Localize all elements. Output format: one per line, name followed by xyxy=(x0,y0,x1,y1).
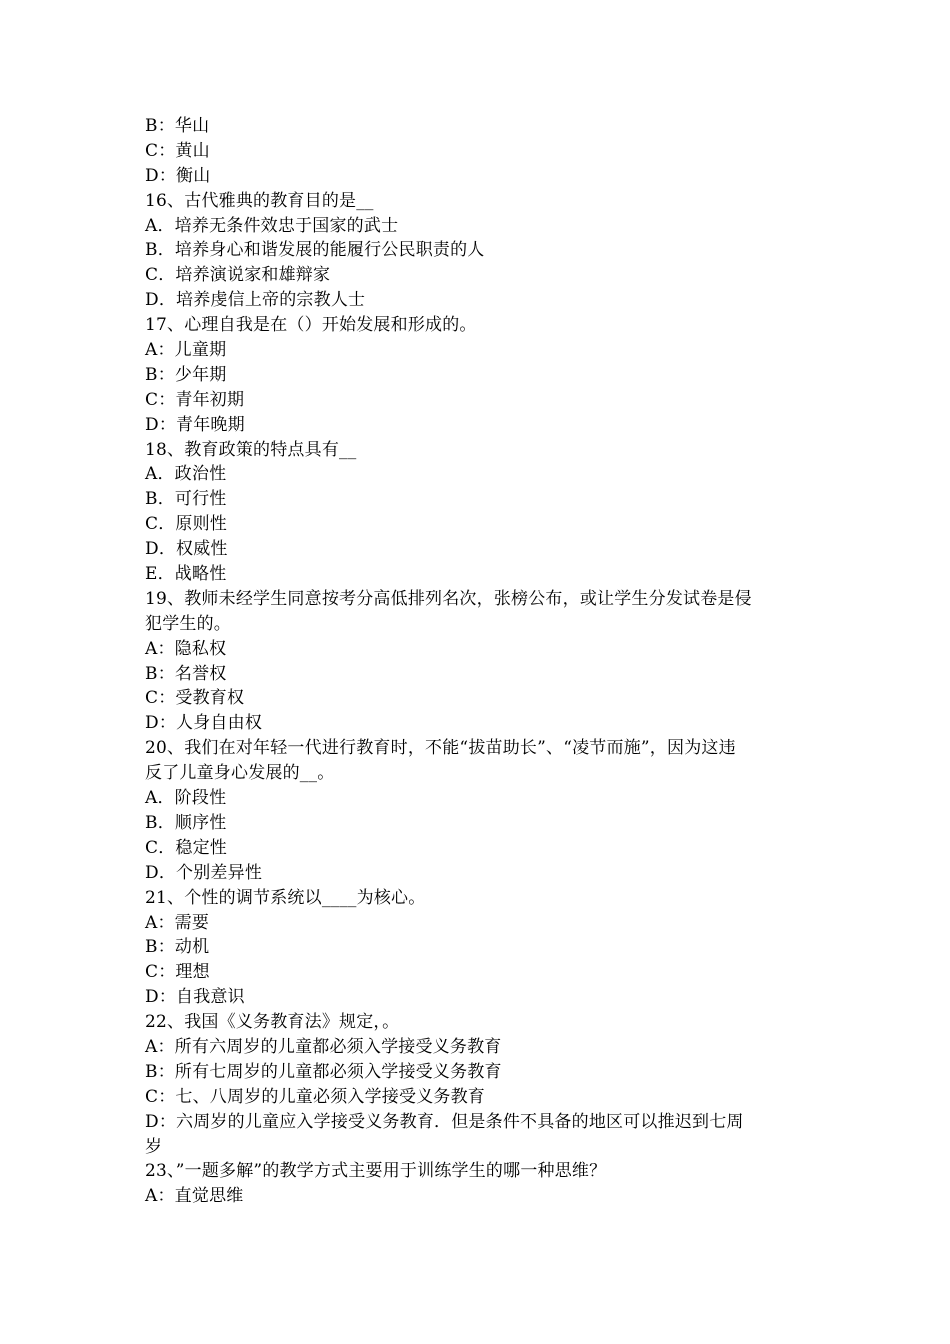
option-line: A：直觉思维 xyxy=(145,1186,244,1207)
option-line: D．培养虔信上帝的宗教人士 xyxy=(145,290,366,311)
option-line: A：所有六周岁的儿童都必须入学接受义务教育 xyxy=(145,1036,502,1057)
option-line: A．培养无条件效忠于国家的武士 xyxy=(145,215,399,236)
question-line: 20、我们在对年轻一代进行教育时，不能“拔苗助长”、“凌节而施”，因为这违 xyxy=(145,738,736,759)
option-line: E．战略性 xyxy=(145,564,227,585)
option-line: B．顺序性 xyxy=(145,812,227,833)
option-line-continued: 岁 xyxy=(145,1136,163,1157)
option-line: D：自我意识 xyxy=(145,987,245,1008)
option-line: B．可行性 xyxy=(145,489,227,510)
option-line: A．阶段性 xyxy=(145,788,227,809)
option-line: B：少年期 xyxy=(145,364,227,385)
option-line: C：受教育权 xyxy=(145,688,245,709)
question-line: 16、古代雅典的教育目的是__ xyxy=(145,190,374,211)
option-line: B：名誉权 xyxy=(145,663,227,684)
option-line: D：青年晚期 xyxy=(145,414,245,435)
option-line: B：所有七周岁的儿童都必须入学接受义务教育 xyxy=(145,1061,502,1082)
option-line: B．培养身心和谐发展的能履行公民职责的人 xyxy=(145,240,485,261)
option-line: C：理想 xyxy=(145,962,210,983)
option-line: A：需要 xyxy=(145,912,210,933)
question-line-continued: 反了儿童身心发展的__。 xyxy=(145,763,335,784)
option-line: D：六周岁的儿童应入学接受义务教育．但是条件不具备的地区可以推迟到七周 xyxy=(145,1111,744,1132)
option-line: A：隐私权 xyxy=(145,638,227,659)
option-line: A．政治性 xyxy=(145,464,227,485)
option-line: D：衡山 xyxy=(145,165,211,186)
option-line: B：华山 xyxy=(145,116,210,136)
question-text-block xyxy=(145,114,810,1209)
option-line: D．个别差异性 xyxy=(145,862,263,883)
option-line: C：青年初期 xyxy=(145,389,245,410)
question-line: 19、教师未经学生同意按考分高低排列名次，张榜公布，或让学生分发试卷是侵 xyxy=(145,588,752,609)
option-line: D．权威性 xyxy=(145,539,228,560)
option-line: C．稳定性 xyxy=(145,837,228,858)
question-line-continued: 犯学生的。 xyxy=(145,613,231,634)
question-line: 22、我国《义务教育法》规定，。 xyxy=(145,1012,400,1033)
option-line: C：七、八周岁的儿童必须入学接受义务教育 xyxy=(145,1086,486,1107)
option-line: C：黄山 xyxy=(145,140,210,161)
question-line: 18、教育政策的特点具有__ xyxy=(145,439,357,460)
question-line: 17、心理自我是在（）开始发展和形成的。 xyxy=(145,315,477,336)
option-line: B：动机 xyxy=(145,937,210,958)
option-line: C．培养演说家和雄辩家 xyxy=(145,265,331,286)
option-line: A：儿童期 xyxy=(145,340,227,361)
question-line: 21、个性的调节系统以____为核心。 xyxy=(145,887,426,908)
question-line: 23、”一题多解”的教学方式主要用于训练学生的哪一种思维？ xyxy=(145,1161,607,1182)
option-line: C．原则性 xyxy=(145,514,228,535)
option-line: D：人身自由权 xyxy=(145,713,263,734)
